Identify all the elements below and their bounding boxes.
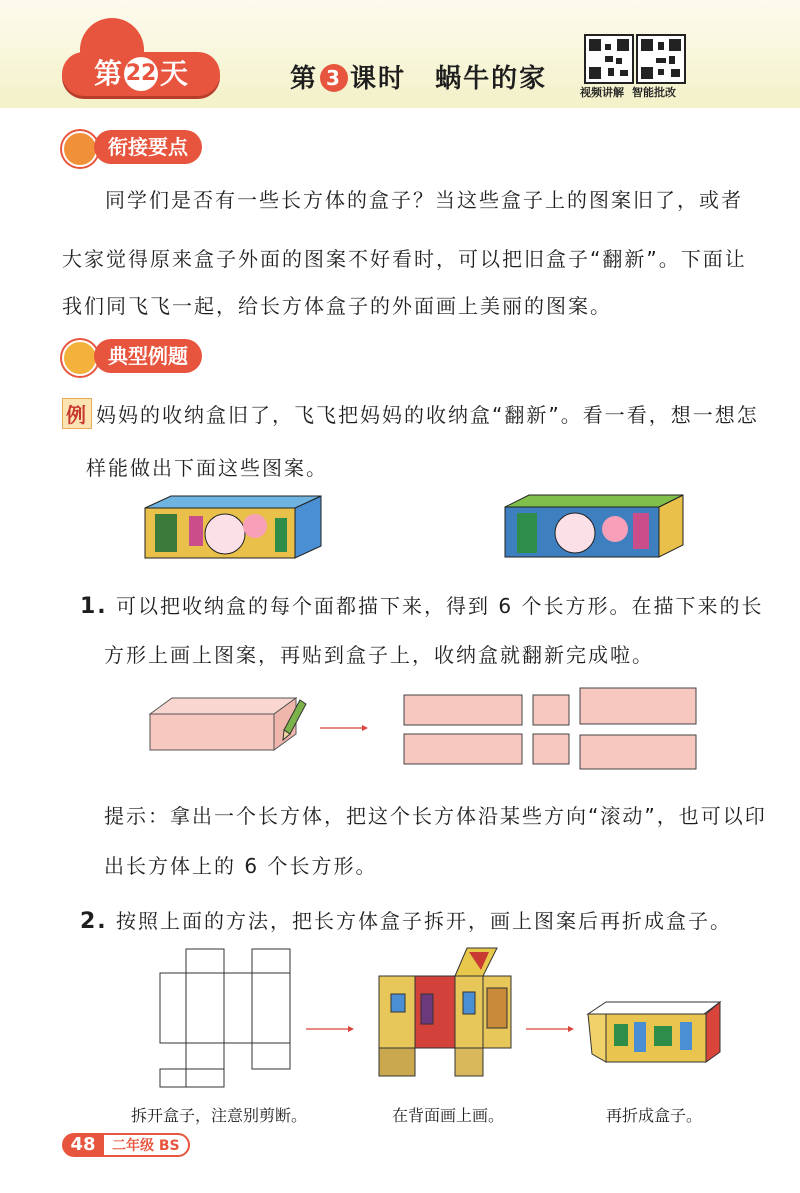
arrow-right-icon bbox=[306, 1024, 354, 1034]
caption-draw: 在背面画上画。 bbox=[392, 1106, 505, 1125]
example-line-text: 妈妈的收纳盒旧了，飞飞把妈妈的收纳盒“翻新”。看一看，想一想怎 bbox=[96, 403, 759, 427]
qr-code-video[interactable] bbox=[584, 34, 634, 84]
intro-line: 大家觉得原来盒子外面的图案不好看时，可以把旧盒子“翻新”。下面让 bbox=[62, 247, 747, 271]
example-tag: 例 bbox=[62, 398, 92, 429]
step2-number: 2. bbox=[80, 909, 108, 934]
grade-label: 二年级 bbox=[112, 1138, 154, 1154]
qr-label-grading: 智能批改 bbox=[632, 86, 676, 99]
example-line: 样能做出下面这些图案。 bbox=[86, 456, 328, 480]
step1-line-text: 可以把收纳盒的每个面都描下来，得到 6 个长方形。在描下来的长 bbox=[116, 594, 764, 618]
lesson-prefix: 第 bbox=[290, 64, 319, 94]
intro-line: 同学们是否有一些长方体的盒子？当这些盒子上的图案旧了，或者 bbox=[105, 188, 743, 212]
day-suffix: 天 bbox=[160, 57, 189, 90]
painted-net-illustration bbox=[375, 944, 515, 1094]
caption-unfold: 拆开盒子，注意别剪断。 bbox=[131, 1106, 308, 1125]
finished-box-illustration bbox=[584, 998, 724, 1068]
monkey-face-icon bbox=[62, 131, 98, 167]
grade-badge bbox=[104, 1133, 190, 1157]
step1-line: 方形上画上图案，再贴到盒子上，收纳盒就翻新完成啦。 bbox=[104, 643, 654, 667]
page-number: 48 bbox=[62, 1133, 104, 1157]
intro-heading: 衔接要点 bbox=[94, 130, 202, 164]
arrow-right-icon bbox=[526, 1024, 574, 1034]
edition-label: BS bbox=[158, 1138, 180, 1154]
step2-line-text: 按照上面的方法，把长方体盒子拆开，画上图案后再折成盒子。 bbox=[116, 909, 733, 933]
qr-code-grading[interactable] bbox=[636, 34, 686, 84]
box-net-illustration bbox=[156, 945, 296, 1095]
step2-line bbox=[80, 905, 732, 934]
day-prefix: 第 bbox=[93, 57, 122, 90]
example-line bbox=[62, 398, 759, 429]
bag-icon bbox=[62, 340, 98, 376]
qr-pattern-icon bbox=[586, 36, 632, 82]
day-badge bbox=[62, 52, 220, 96]
hint-line: 出长方体上的 6 个长方形。 bbox=[104, 854, 378, 878]
lesson-title bbox=[290, 58, 547, 95]
decorated-box-illustration-1 bbox=[145, 496, 325, 558]
decorated-box-illustration-2 bbox=[505, 493, 685, 557]
intro-line: 我们同飞飞一起，给长方体盒子的外面画上美丽的图案。 bbox=[62, 294, 612, 318]
lesson-name: 蜗牛的家 bbox=[435, 64, 548, 94]
lesson-number: 3 bbox=[320, 64, 348, 92]
arrow-right-icon bbox=[320, 723, 368, 733]
pencil-icon bbox=[280, 700, 308, 740]
example-heading: 典型例题 bbox=[94, 339, 202, 373]
hint-line: 提示：拿出一个长方体，把这个长方体沿某些方向“滚动”，也可以印 bbox=[104, 804, 767, 828]
qr-label-video: 视频讲解 bbox=[580, 86, 624, 99]
qr-pattern-icon bbox=[638, 36, 684, 82]
caption-fold: 再折成盒子。 bbox=[606, 1106, 703, 1125]
six-rectangles bbox=[400, 688, 700, 770]
step1-line bbox=[80, 590, 763, 619]
lesson-suffix: 课时 bbox=[350, 64, 407, 94]
day-number: 22 bbox=[124, 57, 158, 91]
step1-number: 1. bbox=[80, 594, 108, 619]
